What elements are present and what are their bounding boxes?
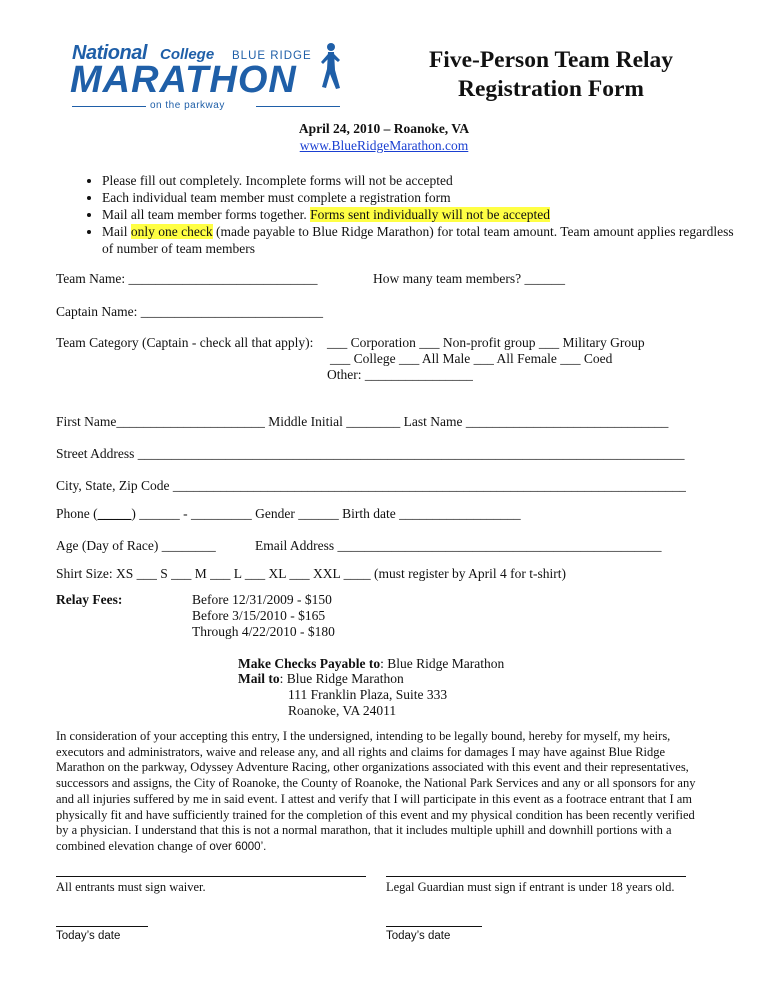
phone-label: Phone ( (56, 506, 98, 521)
captain-name-field[interactable]: Captain Name: ___________________________ (56, 304, 323, 319)
street-address-field[interactable]: Street Address _________________________________________________________________________________ (56, 446, 685, 461)
guardian-date-line[interactable] (386, 926, 482, 927)
logo-marathon: MARATHON (70, 59, 297, 101)
event-date-location: April 24, 2010 – Roanoke, VA (298, 121, 470, 136)
team-category-row1[interactable]: ___ Corporation ___ Non-profit group ___ Military Group (327, 335, 645, 350)
instruction-4-post: (made payable to Blue Ridge Marathon) for total team amount. Team amount applies regardless of number of team members (102, 224, 734, 256)
shirt-size-row[interactable]: Shirt Size: XS ___ S ___ M ___ L ___ XL ___ XXL ____ (must register by April 4 for t-shirt) (56, 566, 566, 581)
waiver-text (56, 729, 704, 856)
instruction-4-pre: Mail (102, 224, 131, 239)
mail-to-name: : Blue Ridge Marathon (279, 671, 404, 686)
team-category-label: Team Category (Captain - check all that apply): (56, 335, 314, 350)
checks-payable (238, 656, 504, 672)
mail-address-1: 111 Franklin Plaza, Suite 333 (288, 687, 448, 702)
phone-gender-birth-rest[interactable]: ) ______ - _________ Gender ______ Birth date __________________ (131, 506, 521, 521)
name-fields[interactable]: First Name______________________ Middle Initial ________ Last Name ______________________________ (56, 414, 669, 429)
guardian-date-label: Today’s date (386, 930, 451, 942)
logo-blue-ridge: BLUE RIDGE (232, 50, 312, 62)
form-title-line1: Five-Person Team Relay (428, 47, 674, 73)
waiver-tail: over 6000’. (209, 840, 267, 853)
instruction-4 (102, 223, 742, 257)
team-name-field[interactable]: Team Name: ____________________________ (56, 271, 318, 286)
logo-college: College (160, 46, 215, 63)
fee-3: Through 4/22/2010 - $180 (192, 624, 335, 639)
email-field[interactable]: Email Address ________________________________________________ (255, 538, 662, 553)
form-title-line2: Registration Form (458, 76, 644, 102)
logo-line-right (256, 106, 340, 107)
waiver-body: In consideration of your accepting this entry, I the undersigned, intending to be legally bound, hereby for myself, my heirs, executors and administrators, waive and release any, and all rights and claims for damages I may have against Blue Ridge Marathon on the parkway, Odyssey Adventure Racing, other organizations associated with this event and their representatives, successors and assigns, the City of Roanoke, the County of Roanoke, the National Park Services and any or all sponsors for any and all injuries suffered by me in said event. I attest and verify that I will participate in this event as a footrace entrant that I am physically fit and have sufficiently trained for the completion of this event and my physical condition has been recently verified by a physician. I understand that this is not a normal marathon, that it includes multiple uphill and downhill portions with a combined elevation change of (56, 729, 696, 853)
mail-to-label: Mail to (238, 671, 280, 686)
instruction-3 (102, 206, 742, 223)
guardian-sign-note: Legal Guardian must sign if entrant is under 18 years old. (386, 880, 675, 894)
entrant-date-line[interactable] (56, 926, 148, 927)
phone-area-code[interactable]: _____ (97, 506, 132, 521)
fee-2: Before 3/15/2010 - $165 (192, 608, 326, 623)
instruction-3-highlight: Forms sent individually will not be accepted (310, 207, 551, 222)
fee-1: Before 12/31/2009 - $150 (192, 592, 332, 607)
instruction-1: • Please fill out completely. Incomplete forms will not be accepted (102, 172, 742, 189)
logo-national: National (72, 42, 147, 64)
age-field[interactable]: Age (Day of Race) ________ (56, 538, 216, 553)
mail-address-2: Roanoke, VA 24011 (288, 703, 397, 718)
logo-line-left (72, 106, 146, 107)
mail-to (238, 671, 404, 687)
instructions-list (72, 172, 742, 257)
website-link[interactable]: www.BlueRidgeMarathon.com (299, 138, 469, 153)
team-members-field[interactable]: How many team members? ______ (373, 271, 565, 286)
relay-fees-label: Relay Fees: (56, 592, 123, 607)
team-category-other[interactable]: Other: ________________ (327, 367, 473, 382)
entrant-signature-line[interactable] (56, 876, 366, 877)
logo-parkway: on the parkway (150, 100, 225, 111)
runner-icon (318, 42, 342, 98)
phone-gender-birth-row[interactable] (56, 506, 521, 522)
checks-payable-label: Make Checks Payable to (238, 656, 381, 671)
instruction-3-text: Mail all team member forms together. (102, 207, 311, 222)
guardian-signature-line[interactable] (386, 876, 686, 877)
entrant-sign-note: All entrants must sign waiver. (56, 880, 206, 894)
city-state-zip-field[interactable]: City, State, Zip Code ____________________________________________________________________________ (56, 478, 686, 493)
checks-payable-value: : Blue Ridge Marathon (380, 656, 505, 671)
instruction-4-highlight: only one check (130, 224, 213, 239)
team-category-row2[interactable]: ___ College ___ All Male ___ All Female ___ Coed (330, 351, 613, 366)
marathon-logo (68, 40, 344, 116)
entrant-date-label: Today’s date (56, 930, 121, 942)
instruction-2: • Each individual team member must complete a registration form (102, 189, 742, 206)
